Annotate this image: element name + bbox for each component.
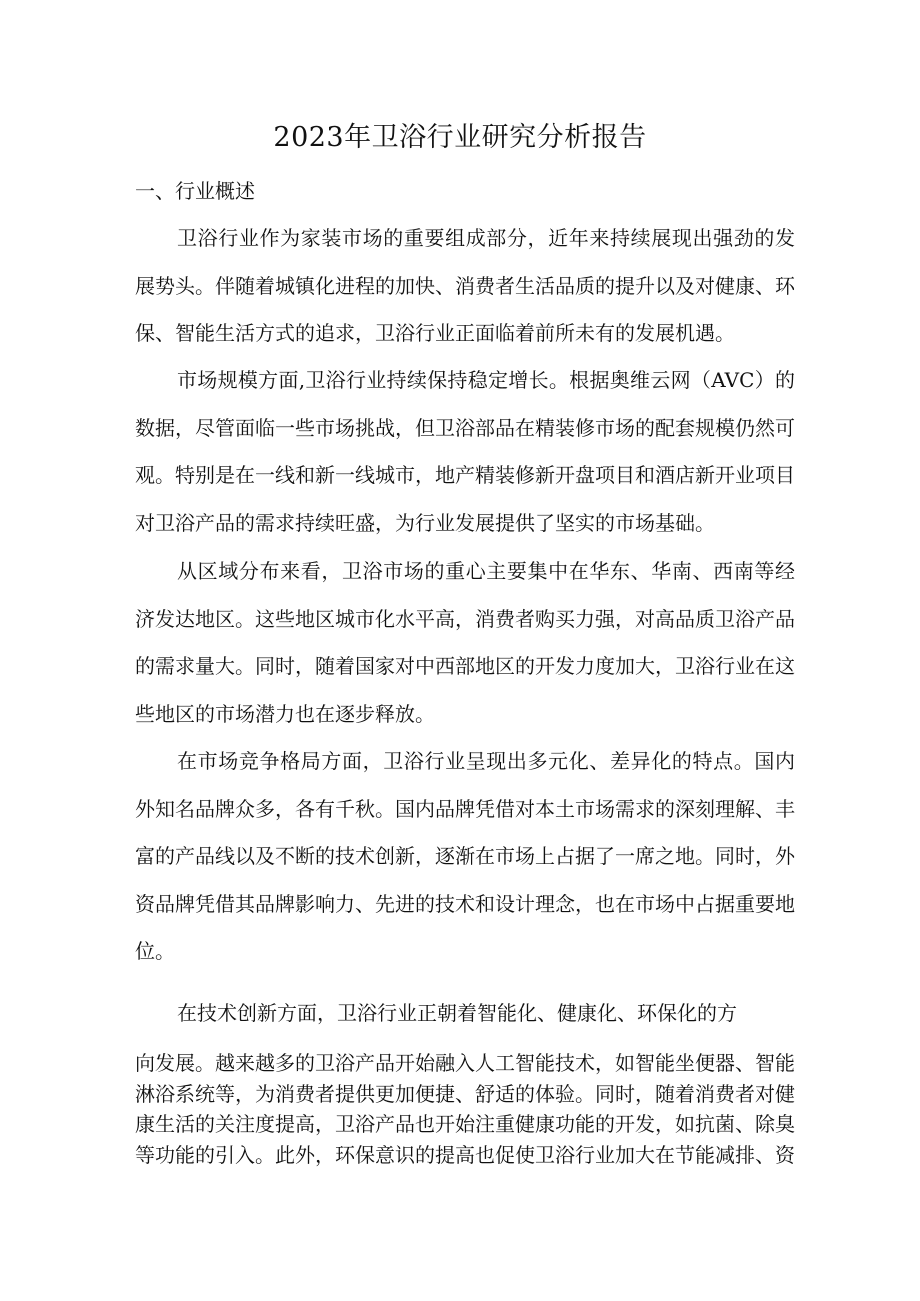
paragraph-overview: 卫浴行业作为家装市场的重要组成部分，近年来持续展现出强劲的发展势头。伴随着城镇化进程的加快、消费者生活品质的提升以及对健康、环保、智能生活方式的追求，卫浴行业正面临着前所未有的发展机遇。 [135, 226, 795, 345]
paragraph-market-size: 市场规模方面,卫浴行业持续保持稳定增长。根据奥维云网（AVC）的数据，尽管面临一些市场挑战，但卫浴部品在精装修市场的配套规模仍然可观。特别是在一线和新一线城市，地产精装修新开盘项目和酒店新开业项目对卫浴产品的需求持续旺盛，为行业发展提供了坚实的市场基础。 [135, 368, 795, 535]
paragraph-regional-distribution: 从区域分布来看，卫浴市场的重心主要集中在华东、华南、西南等经济发达地区。这些地区城市化水平高，消费者购买力强，对高品质卫浴产品的需求量大。同时，随着国家对中西部地区的开发力度加大，卫浴行业在这些地区的市场潜力也在逐步释放。 [135, 559, 795, 726]
paragraph-competition: 在市场竞争格局方面，卫浴行业呈现出多元化、差异化的特点。国内外知名品牌众多，各有千秋。国内品牌凭借对本土市场需求的深刻理解、丰富的产品线以及不断的技术创新，逐渐在市场上占据了一席之地。同时，外资品牌凭借其品牌影响力、先进的技术和设计理念，也在市场中占据重要地位。 [135, 749, 795, 963]
document-title: 2023年卫浴行业研究分析报告 [273, 122, 647, 153]
paragraph-innovation-continued: 向发展。越来越多的卫浴产品开始融入人工智能技术，如智能坐便器、智能淋浴系统等，为消费者提供更加便捷、舒适的体验。同时，随着消费者对健康生活的关注度提高，卫浴产品也开始注重健康功能的开发，如抗菌、除臭等功能的引入。此外，环保意识的提高也促使卫浴行业加大在节能减排、资 [135, 1051, 795, 1167]
section-heading: 一、行业概述 [135, 179, 255, 203]
paragraph-innovation-start: 在技术创新方面，卫浴行业正朝着智能化、健康化、环保化的方 [177, 1001, 737, 1025]
